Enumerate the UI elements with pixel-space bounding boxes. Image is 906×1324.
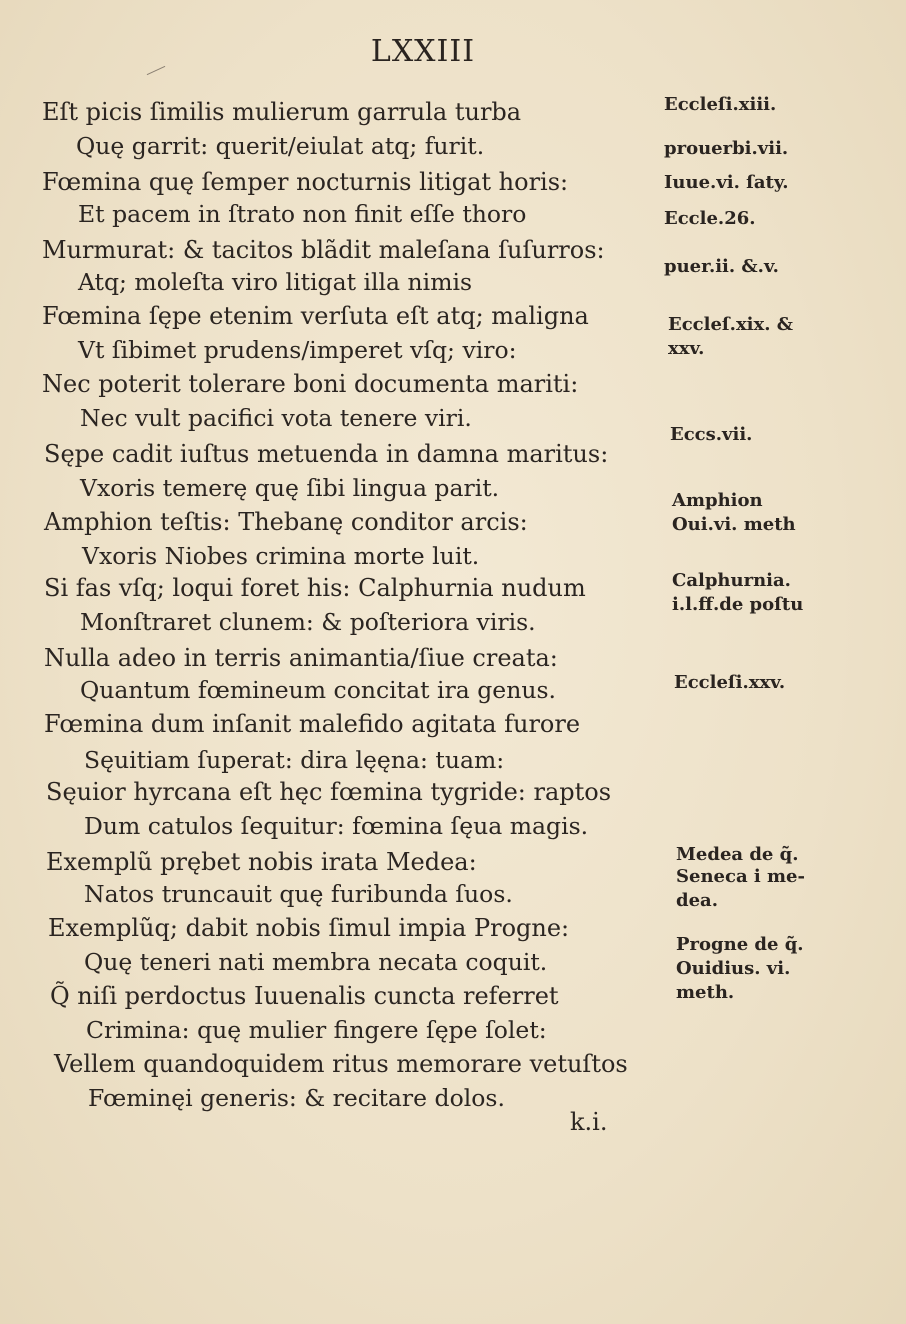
marginal-gloss: Calphurnia. xyxy=(672,570,791,591)
marginal-gloss: Eccs.vii. xyxy=(670,424,753,445)
marginal-gloss: Medea de q̃. xyxy=(676,844,799,865)
marginal-gloss: Seneca i me- xyxy=(676,866,805,887)
marginal-gloss: Progne de q̃. xyxy=(676,934,804,955)
verse-line: Fœmina ſępe etenim verſuta eſt atq; maligna xyxy=(42,302,589,330)
signature-mark: k.i. xyxy=(570,1108,608,1136)
verse-line: Vt ſibimet prudens/imperet vſq; viro: xyxy=(78,336,517,364)
marginal-gloss: Eccleſi.xxv. xyxy=(674,672,786,693)
verse-line: Quantum fœmineum concitat ira genus. xyxy=(80,676,557,704)
marginal-gloss: meth. xyxy=(676,982,735,1003)
marginal-gloss: Eccle.26. xyxy=(664,208,756,229)
verse-line: Fœmina dum inſanit malefido agitata furore xyxy=(44,710,581,738)
marginal-gloss: Iuue.vi. ſaty. xyxy=(664,172,789,193)
verse-line: Monſtraret clunem: & poſteriora viris. xyxy=(80,608,536,636)
marginal-gloss: Oui.vi. meth xyxy=(672,514,796,535)
marginal-gloss: Amphion xyxy=(672,490,763,511)
verse-line: Nec vult pacifici vota tenere viri. xyxy=(80,404,472,432)
verse-line: Quę teneri nati membra necata coquit. xyxy=(84,948,548,976)
verse-line: Crimina: quę mulier fingere ſępe ſolet: xyxy=(86,1016,547,1044)
verse-line: Amphion teſtis: Thebanę conditor arcis: xyxy=(44,508,528,536)
verse-line: Vxoris Niobes crimina morte luit. xyxy=(82,542,480,570)
verse-line: Vellem quandoquidem ritus memorare vetuſtos xyxy=(54,1050,628,1078)
marginal-gloss: Eccleſi.xiii. xyxy=(664,94,777,115)
marginal-gloss: puer.ii. &.v. xyxy=(664,256,779,277)
verse-line: Nec poterit tolerare boni documenta mariti: xyxy=(42,370,579,398)
verse-line: Fœminęi generis: & recitare dolos. xyxy=(88,1084,505,1112)
verse-line: Murmurat: & tacitos blãdit maleſana ſuſurros: xyxy=(42,236,605,264)
marginal-gloss: i.l.ff.de poſtu xyxy=(672,594,804,615)
folio-number: LXXIII xyxy=(370,34,476,69)
verse-line: Sępe cadit iuſtus metuenda in damna maritus: xyxy=(44,440,609,468)
verse-line: Sęuior hyrcana eſt hęc fœmina tygride: raptos xyxy=(46,778,612,806)
verse-line: Atq; moleſta viro litigat illa nimis xyxy=(78,268,473,296)
verse-line: Dum catulos ſequitur: fœmina ſęua magis. xyxy=(84,812,589,840)
verse-line: Exemplũq; dabit nobis ſimul impia Progne: xyxy=(48,914,570,942)
verse-line: Et pacem in ſtrato non finit eſſe thoro xyxy=(78,200,527,228)
verse-line: Quę garrit: querit/eiulat atq; furit. xyxy=(76,132,485,160)
marginal-gloss: Ouidius. vi. xyxy=(676,958,791,979)
verse-line: Nulla adeo in terris animantia/ſiue creata: xyxy=(44,644,558,672)
marginal-gloss: xxv. xyxy=(668,338,705,359)
marginal-gloss: dea. xyxy=(676,890,718,911)
verse-line: Sęuitiam ſuperat: dira lęęna: tuam: xyxy=(84,746,505,774)
verse-line: Q̃ niſi perdoctus Iuuenalis cuncta referret xyxy=(50,982,559,1010)
verse-line: Fœmina quę ſemper nocturnis litigat horis: xyxy=(42,168,569,196)
verse-line: Si fas vſq; loqui foret his: Calphurnia nudum xyxy=(44,574,586,602)
marginal-gloss: prouerbi.vii. xyxy=(664,138,789,159)
verse-line: Vxoris temerę quę ſibi lingua parit. xyxy=(80,474,500,502)
verse-line: Exemplũ prębet nobis irata Medea: xyxy=(46,848,477,876)
verse-line: Natos truncauit quę furibunda ſuos. xyxy=(84,880,513,908)
marginal-gloss: Eccleſ.xix. & xyxy=(668,314,794,335)
verse-line: Eſt picis ſimilis mulierum garrula turba xyxy=(42,98,522,126)
